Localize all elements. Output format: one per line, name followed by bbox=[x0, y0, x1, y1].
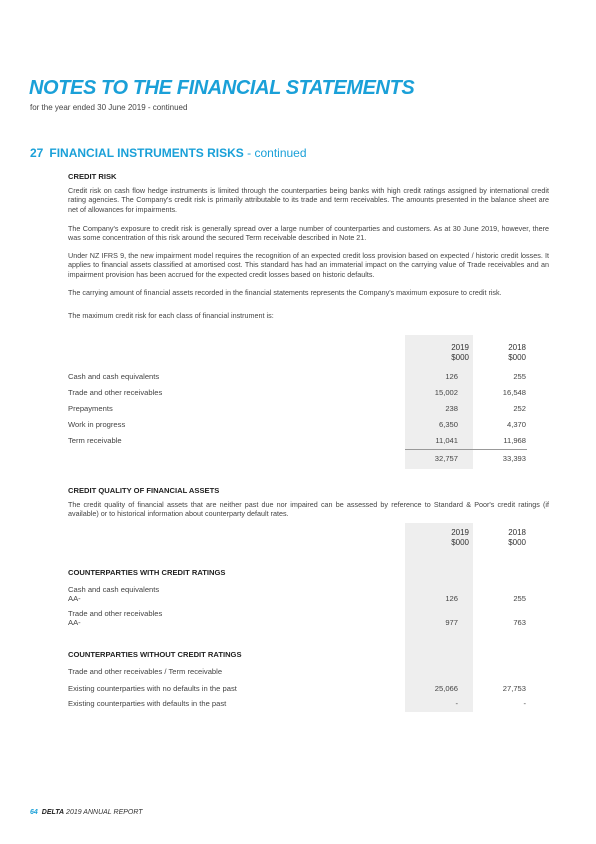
table-cell-2019: 977 bbox=[445, 618, 458, 627]
table-row-label: Cash and cash equivalents bbox=[68, 585, 160, 594]
brand-name: DELTA bbox=[41, 809, 65, 816]
section-number: 27 bbox=[30, 146, 44, 160]
credit-risk-heading: CREDIT RISK bbox=[68, 172, 117, 181]
credit-quality-paragraph: The credit quality of financial assets that are neither past due nor impaired can be assessed by reference to Standard & Poor's credit ratings (if available) or to historical information about counterparty default rates. bbox=[68, 500, 549, 519]
table1-total-2018: 33,393 bbox=[502, 454, 526, 463]
table2-col-2018 bbox=[466, 528, 526, 548]
page-title: NOTES TO THE FINANCIAL STATEMENTS bbox=[29, 77, 415, 99]
with-ratings-heading: COUNTERPARTIES WITH CREDIT RATINGS bbox=[68, 568, 226, 577]
section-continued: - continued bbox=[247, 146, 307, 160]
year-label: 2018 bbox=[508, 343, 526, 352]
table-cell-2018: 763 bbox=[513, 618, 526, 627]
year-label: 2018 bbox=[508, 528, 526, 537]
table-cell-2018: 16,548 bbox=[502, 388, 526, 397]
credit-risk-paragraph: Under NZ IFRS 9, the new impairment model requires the recognition of an expected credit loss provision based on expected / historic credit losses. It applies to financial assets classified at amortised cost. This standard has had an immaterial impact on the carrying value of Trade receivables and an impairment provision has been accrued for the expected credit losses based on historic defaults. bbox=[68, 251, 549, 279]
table-cell-2019: - bbox=[455, 699, 458, 708]
page-footer bbox=[30, 809, 143, 816]
page-subtitle: for the year ended 30 June 2019 - continued bbox=[30, 103, 188, 112]
unit-label: $000 bbox=[451, 353, 469, 362]
table-cell-2019: 6,350 bbox=[438, 420, 458, 429]
table1-col-2018 bbox=[466, 343, 526, 363]
table-cell-2018: 4,370 bbox=[506, 420, 526, 429]
report-name: 2019 ANNUAL REPORT bbox=[66, 809, 143, 816]
table-cell-2019: 25,066 bbox=[434, 684, 458, 693]
table2-col-2019 bbox=[405, 528, 469, 548]
table-row-label: Cash and cash equivalents bbox=[68, 372, 160, 381]
rating-label: AA- bbox=[68, 594, 81, 603]
table-row-label: Trade and other receivables bbox=[68, 388, 163, 397]
section-title: FINANCIAL INSTRUMENTS RISKS bbox=[49, 146, 244, 160]
year-label: 2019 bbox=[451, 343, 469, 352]
table-cell-2019: 238 bbox=[445, 404, 458, 413]
table-cell-2018: - bbox=[523, 699, 526, 708]
table-cell-2019: 126 bbox=[445, 372, 458, 381]
table1-col-2019 bbox=[405, 343, 469, 363]
table-row-label: Term receivable bbox=[68, 436, 122, 445]
table-row-label: Prepayments bbox=[68, 404, 113, 413]
credit-quality-heading: CREDIT QUALITY OF FINANCIAL ASSETS bbox=[68, 486, 220, 495]
section-heading bbox=[30, 146, 307, 160]
table1-total-2019: 32,757 bbox=[434, 454, 458, 463]
table-cell-2019: 126 bbox=[445, 594, 458, 603]
credit-risk-paragraph: The Company's exposure to credit risk is generally spread over a large number of counterparties and customers. As at 30 June 2019, however, there was some concentration of this risk around the secured Term receivable described in Note 21. bbox=[68, 224, 549, 243]
table-row-label: Existing counterparties with defaults in the past bbox=[68, 699, 227, 708]
unit-label: $000 bbox=[508, 538, 526, 547]
table-cell-2018: 252 bbox=[513, 404, 526, 413]
table-cell-2019: 11,041 bbox=[435, 436, 458, 445]
table-row-label: Existing counterparties with no defaults in the past bbox=[68, 684, 237, 693]
table-cell-2018: 255 bbox=[513, 372, 526, 381]
credit-risk-paragraph: The maximum credit risk for each class of financial instrument is: bbox=[68, 311, 274, 320]
credit-risk-paragraph: The carrying amount of financial assets recorded in the financial statements represents the Company's maximum exposure to credit risk. bbox=[68, 288, 502, 297]
table1-divider bbox=[405, 449, 527, 450]
rating-label: AA- bbox=[68, 618, 81, 627]
without-ratings-subheading: Trade and other receivables / Term receivable bbox=[68, 667, 223, 676]
page-number: 64 bbox=[30, 809, 38, 816]
table-cell-2018: 27,753 bbox=[502, 684, 526, 693]
table-cell-2018: 255 bbox=[513, 594, 526, 603]
table-row-label: Trade and other receivables bbox=[68, 609, 163, 618]
unit-label: $000 bbox=[451, 538, 469, 547]
year-label: 2019 bbox=[451, 528, 469, 537]
credit-risk-paragraph: Credit risk on cash flow hedge instruments is limited through the counterparties being banks with high credit ratings assigned by international credit rating agencies. The Company's credit risk is primarily attributable to its trade and term receivables. The amounts presented in the balance sheet are net of allowances for impairments. bbox=[68, 186, 549, 214]
table-cell-2018: 11,968 bbox=[503, 436, 526, 445]
table-cell-2019: 15,002 bbox=[434, 388, 458, 397]
without-ratings-heading: COUNTERPARTIES WITHOUT CREDIT RATINGS bbox=[68, 650, 242, 659]
table-row-label: Work in progress bbox=[68, 420, 126, 429]
unit-label: $000 bbox=[508, 353, 526, 362]
